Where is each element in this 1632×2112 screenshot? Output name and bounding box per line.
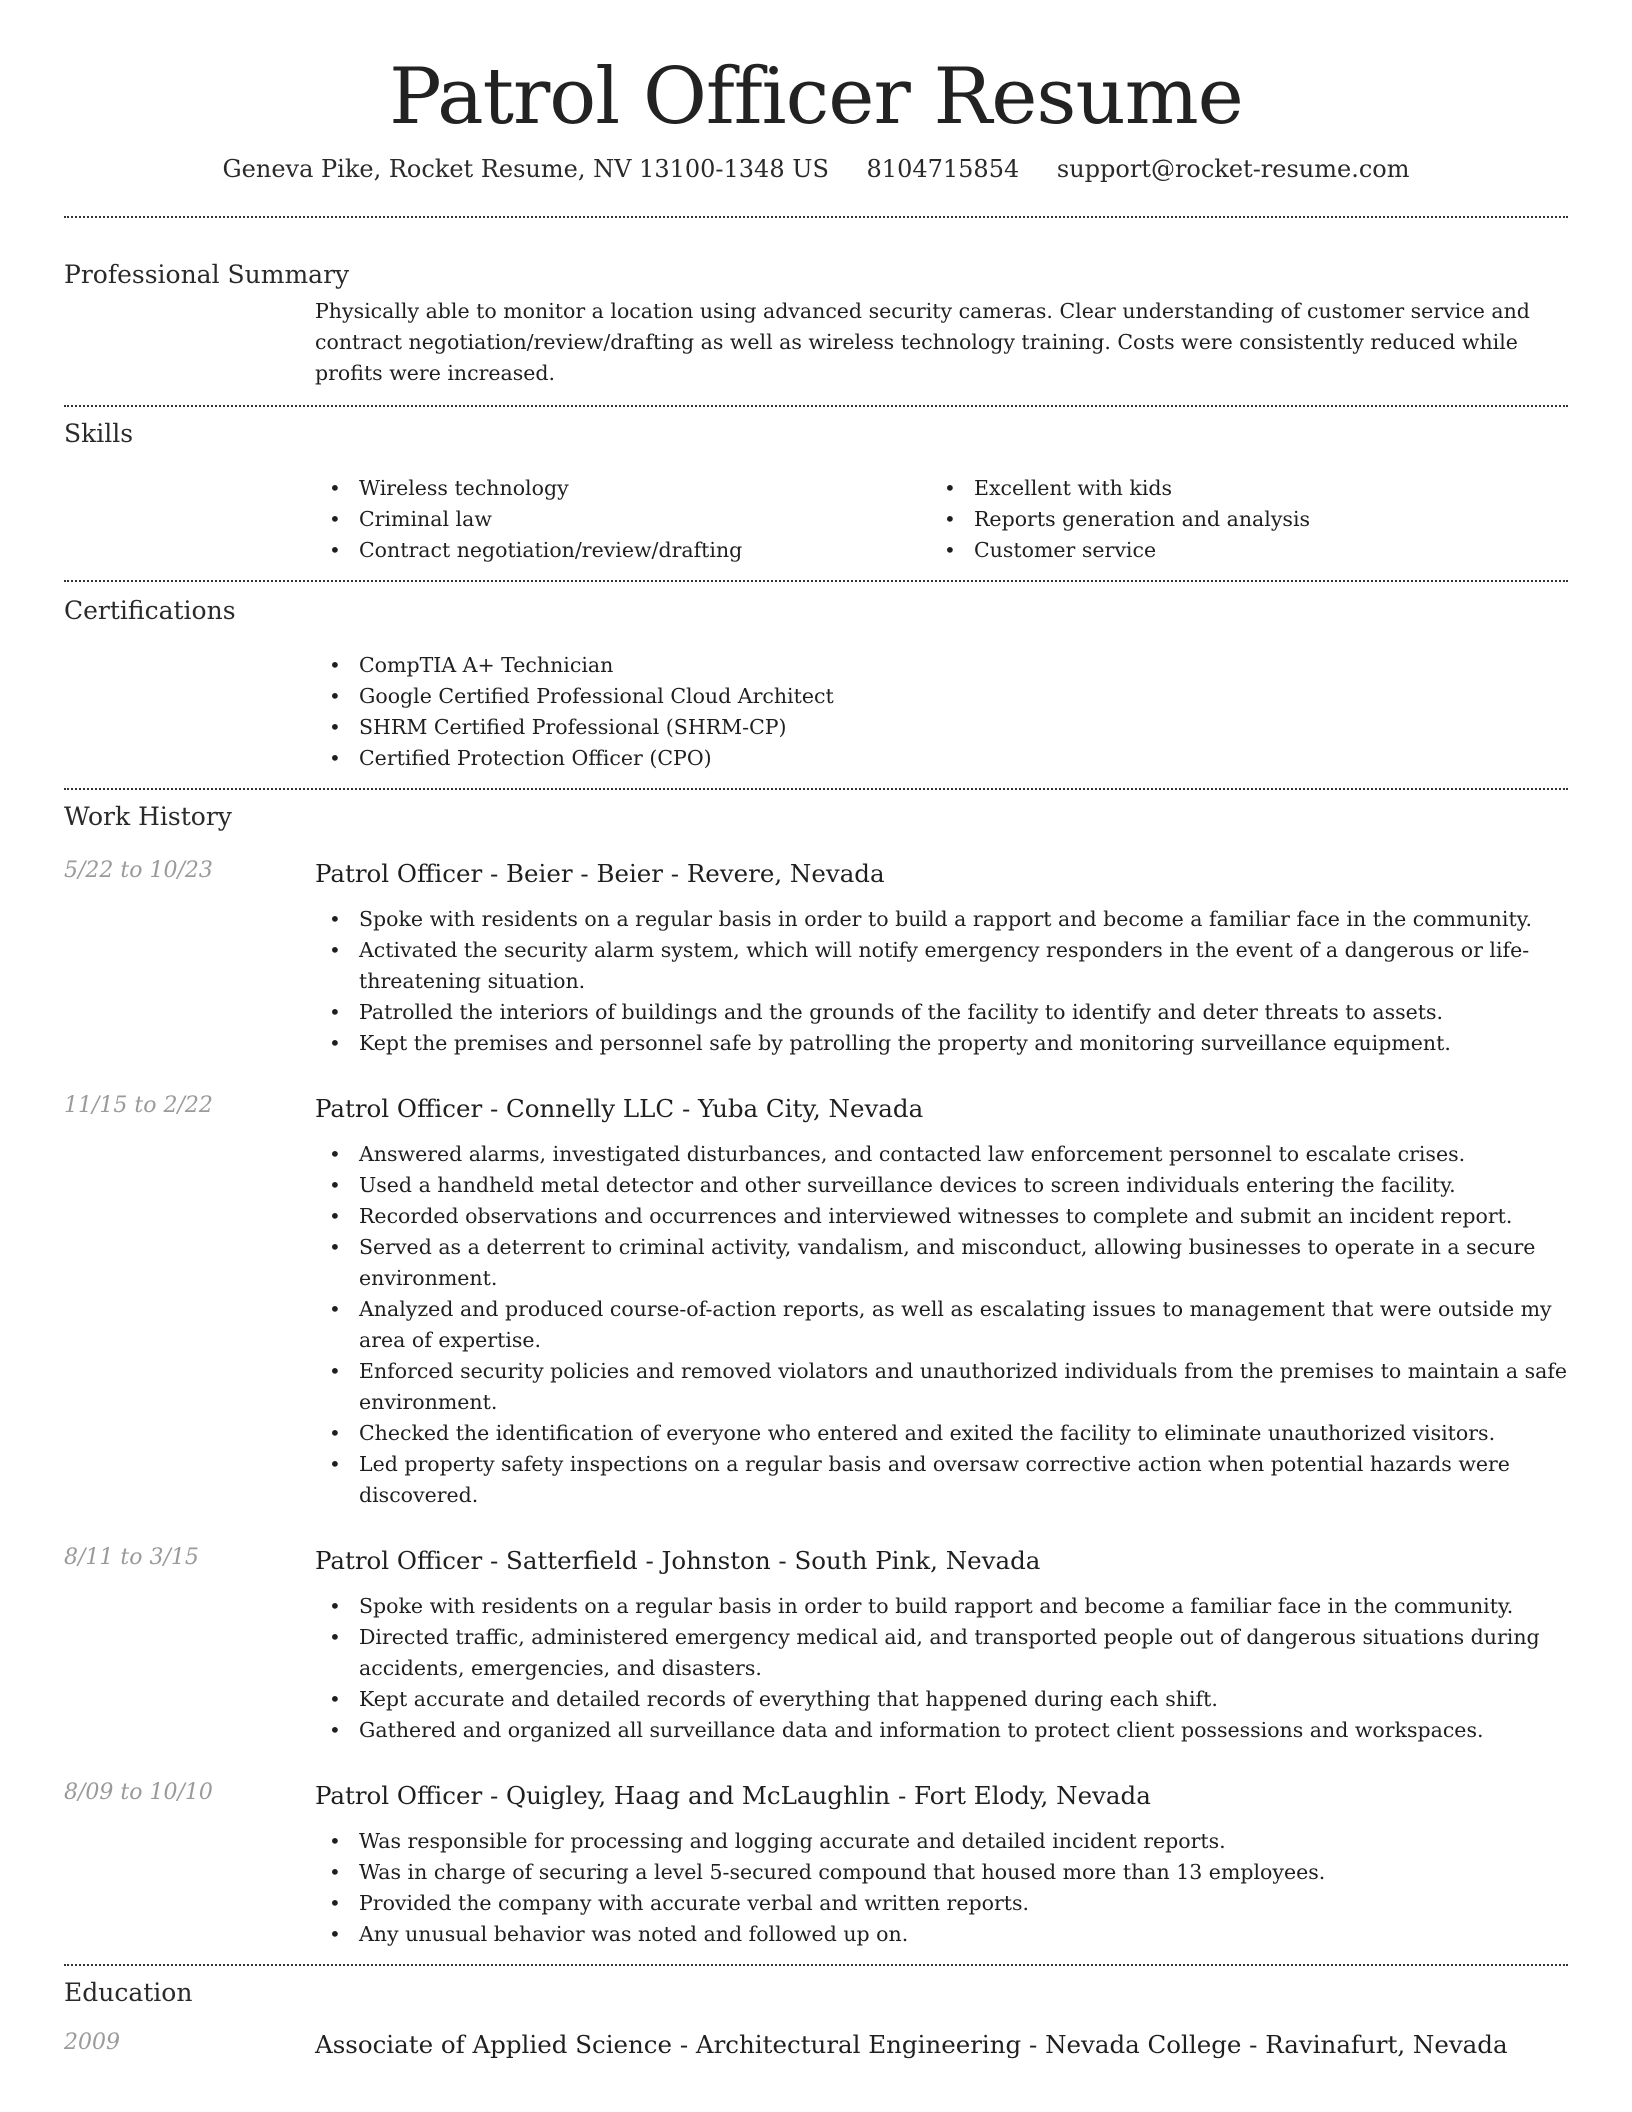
job-title: Patrol Officer - Connelly LLC - Yuba City, Nevada bbox=[315, 1094, 924, 1123]
education-date: 2009 bbox=[64, 2030, 120, 2055]
job-title: Patrol Officer - Satterfield - Johnston - South Pink, Nevada bbox=[315, 1546, 1041, 1575]
page-title: Patrol Officer Resume bbox=[389, 52, 1243, 142]
list-item: • Directed traffic, administered emergency medical aid, and transported people out of dangerous situations during accidents, emergencies, and disasters. bbox=[315, 1622, 1568, 1684]
list-item: • Any unusual behavior was noted and followed up on. bbox=[315, 1919, 1568, 1950]
summary-text: Physically able to monitor a location using advanced security cameras. Clear understanding of customer service and contract negotiation/review/drafting as well as wireless technology training. Costs were consistently reduced while profits were increased. bbox=[315, 299, 1530, 385]
address: Geneva Pike, Rocket Resume, NV 13100-1348 US bbox=[222, 155, 829, 183]
job-entry bbox=[64, 1776, 1568, 1950]
job-entry bbox=[64, 1089, 1568, 1511]
education-section bbox=[64, 1966, 1568, 2070]
skills-section bbox=[64, 407, 1568, 580]
section-heading: Professional Summary bbox=[64, 260, 350, 289]
job-title: Patrol Officer - Beier - Beier - Revere, Nevada bbox=[315, 859, 885, 888]
phone: 8104715854 bbox=[866, 155, 1020, 183]
list-item: • Was in charge of securing a level 5-secured compound that housed more than 13 employees. bbox=[315, 1857, 1568, 1888]
list-item: • Provided the company with accurate verbal and written reports. bbox=[315, 1888, 1568, 1919]
list-item: • Certified Protection Officer (CPO) bbox=[315, 743, 1568, 774]
job-date: 11/15 to 2/22 bbox=[64, 1093, 213, 1118]
list-item: • Served as a deterrent to criminal activity, vandalism, and misconduct, allowing businesses to operate in a secure environment. bbox=[315, 1232, 1568, 1294]
list-item: • Enforced security policies and removed violators and unauthorized individuals from the premises to maintain a safe environment. bbox=[315, 1356, 1568, 1418]
education-title: Associate of Applied Science - Architectural Engineering - Nevada College - Ravinafurt, Nevada bbox=[315, 2030, 1508, 2059]
certifications-section bbox=[64, 582, 1568, 788]
list-item: • Patrolled the interiors of buildings and the grounds of the facility to identify and deter threats to assets. bbox=[315, 997, 1568, 1028]
list-item: • Used a handheld metal detector and other surveillance devices to screen individuals entering the facility. bbox=[315, 1170, 1568, 1201]
list-item: • CompTIA A+ Technician bbox=[315, 650, 1568, 681]
list-item: • Spoke with residents on a regular basis in order to build a rapport and become a familiar face in the community. bbox=[315, 904, 1568, 935]
education-entry bbox=[64, 2030, 1568, 2070]
list-item: • Recorded observations and occurrences and interviewed witnesses to complete and submit an incident report. bbox=[315, 1201, 1568, 1232]
certifications-list bbox=[64, 650, 1568, 788]
section-heading: Work History bbox=[64, 802, 232, 831]
list-item: • Google Certified Professional Cloud Architect bbox=[315, 681, 1568, 712]
list-item: • Criminal law bbox=[315, 504, 930, 535]
list-item: • Wireless technology bbox=[315, 473, 930, 504]
list-item: • Analyzed and produced course-of-action reports, as well as escalating issues to management that were outside my area of expertise. bbox=[315, 1294, 1568, 1356]
skills-column-right bbox=[930, 473, 1545, 566]
list-item: • Answered alarms, investigated disturbances, and contacted law enforcement personnel to escalate crises. bbox=[315, 1139, 1568, 1170]
list-item: • Kept the premises and personnel safe by patrolling the property and monitoring surveillance equipment. bbox=[315, 1028, 1568, 1059]
list-item: • Spoke with residents on a regular basis in order to build rapport and become a familiar face in the community. bbox=[315, 1591, 1568, 1622]
job-date: 8/11 to 3/15 bbox=[64, 1545, 199, 1570]
skills-column-left bbox=[315, 473, 930, 566]
work-history-section bbox=[64, 790, 1568, 1950]
list-item: • Checked the identification of everyone who entered and exited the facility to eliminate unauthorized visitors. bbox=[315, 1418, 1568, 1449]
job-date: 5/22 to 10/23 bbox=[64, 858, 213, 883]
email: support@rocket-resume.com bbox=[1056, 155, 1410, 183]
list-item: • Activated the security alarm system, which will notify emergency responders in the event of a dangerous or life-threatening situation. bbox=[315, 935, 1568, 997]
section-heading: Education bbox=[64, 1978, 193, 2007]
list-item: • Reports generation and analysis bbox=[930, 504, 1545, 535]
job-date: 8/09 to 10/10 bbox=[64, 1780, 213, 1805]
list-item: • Contract negotiation/review/drafting bbox=[315, 535, 930, 566]
list-item: • Kept accurate and detailed records of everything that happened during each shift. bbox=[315, 1684, 1568, 1715]
section-heading: Certifications bbox=[64, 596, 236, 625]
list-item: • Excellent with kids bbox=[930, 473, 1545, 504]
summary-section bbox=[64, 218, 1568, 405]
job-entry bbox=[64, 854, 1568, 1059]
section-heading: Skills bbox=[64, 419, 134, 448]
list-item: • Led property safety inspections on a regular basis and oversaw corrective action when potential hazards were discovered. bbox=[315, 1449, 1568, 1511]
skills-list bbox=[64, 473, 1568, 580]
job-title: Patrol Officer - Quigley, Haag and McLaughlin - Fort Elody, Nevada bbox=[315, 1781, 1151, 1810]
list-item: • Was responsible for processing and logging accurate and detailed incident reports. bbox=[315, 1826, 1568, 1857]
list-item: • Customer service bbox=[930, 535, 1545, 566]
job-entry bbox=[64, 1541, 1568, 1746]
contact-line bbox=[64, 150, 1568, 188]
list-item: • SHRM Certified Professional (SHRM-CP) bbox=[315, 712, 1568, 743]
list-item: • Gathered and organized all surveillance data and information to protect client possessions and workspaces. bbox=[315, 1715, 1568, 1746]
